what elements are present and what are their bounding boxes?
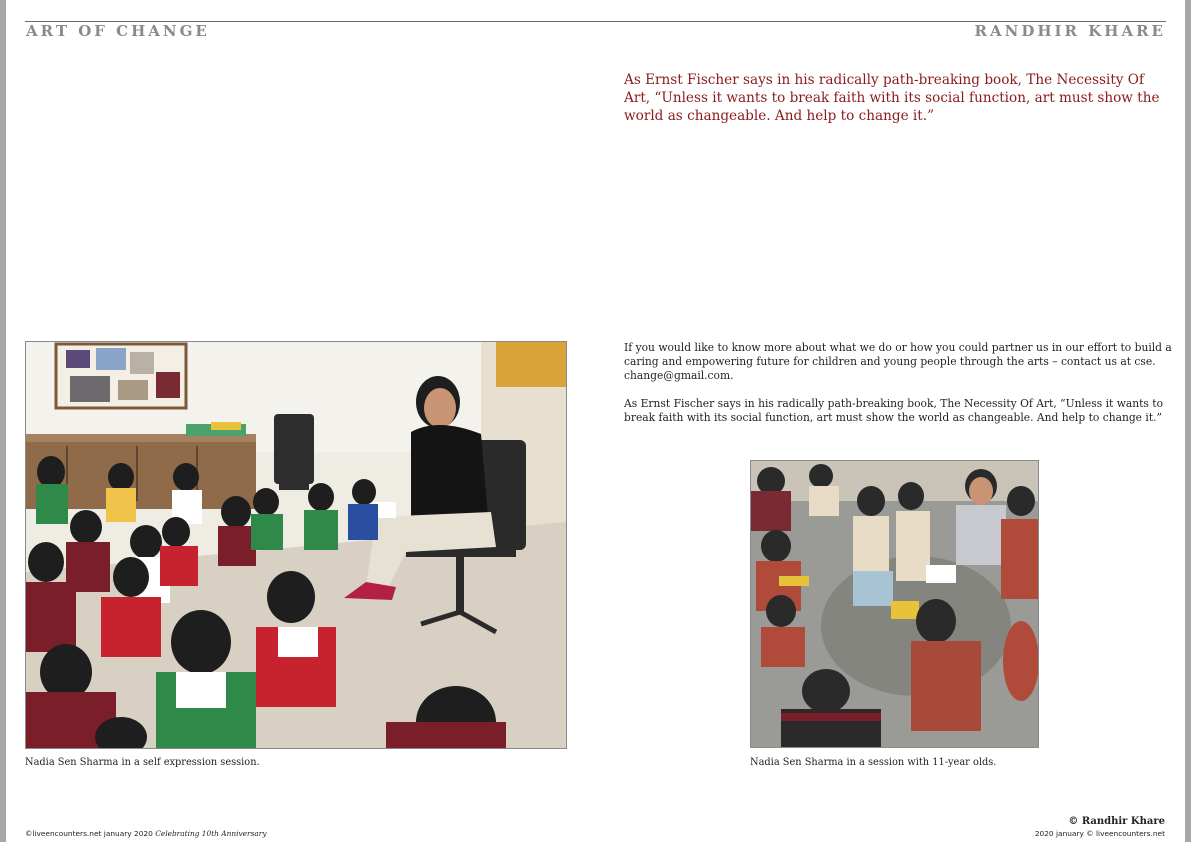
classroom-session-illustration (26, 342, 566, 748)
circle-session-photo (750, 460, 1039, 748)
pull-quote: As Ernst Fischer says in his radically path-breaking book, The Necessity Of Art, “Unless it wants to break faith with its social function, art must show the world as changeable. And help to change it.” (624, 72, 1160, 124)
circle-session-illustration (751, 461, 1038, 747)
footer-site-date: ©liveencounters.net january 2020 (25, 829, 153, 838)
right-page-edge (1185, 0, 1191, 842)
footer-left (25, 829, 267, 838)
footer-anniversary: Celebrating 10th Anniversary (155, 829, 267, 838)
footer-right: 2020 january © liveencounters.net (1034, 829, 1165, 838)
running-head-right: RANDHIR KHARE (974, 22, 1166, 40)
copyright-notice: © Randhir Khare (1068, 816, 1165, 827)
left-photo-caption: Nadia Sen Sharma in a self expression session. (25, 757, 260, 768)
fischer-quote-paragraph: As Ernst Fischer says in his radically path-breaking book, The Necessity Of Art, “Unless it wants to break faith with its social function, art must show the world as changeable. And help to change it.” (624, 397, 1164, 424)
running-head-left: ART OF CHANGE (26, 22, 210, 40)
right-photo-caption: Nadia Sen Sharma in a session with 11-year olds. (750, 757, 997, 768)
left-page-edge (0, 0, 6, 842)
contact-paragraph: If you would like to know more about what we do or how you could partner us in our effort to build a caring and empowering future for children and young people through the arts – contact us at cse. change@gmail.com. (624, 341, 1172, 382)
classroom-session-photo (25, 341, 567, 749)
